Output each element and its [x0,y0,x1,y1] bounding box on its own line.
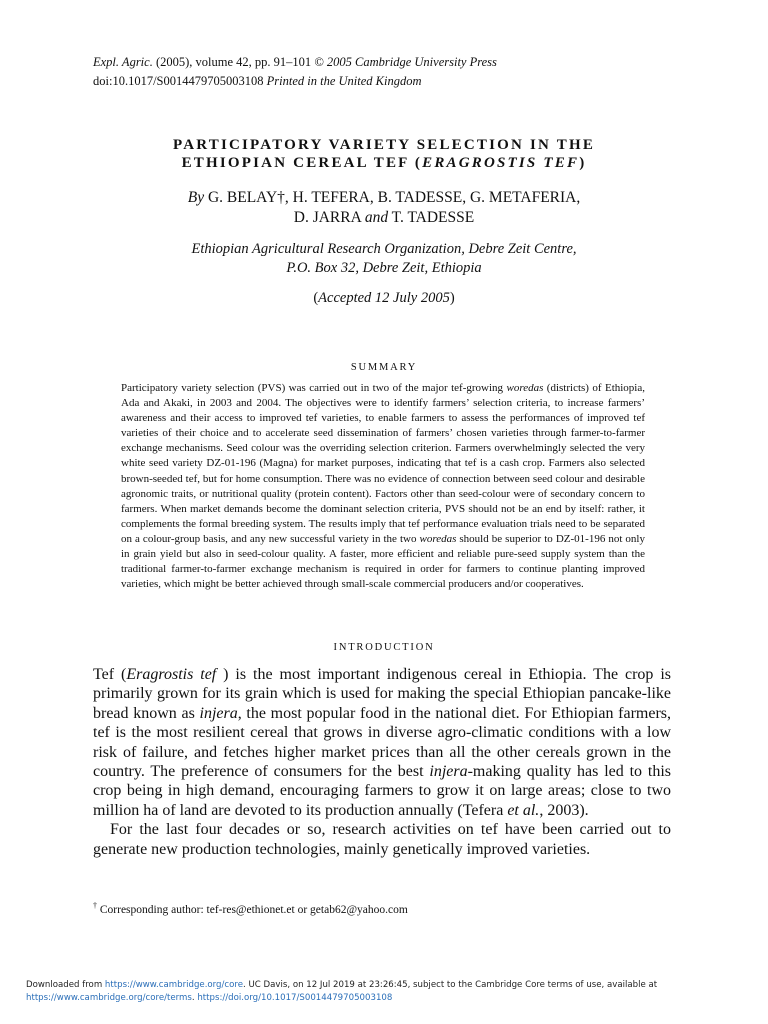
intro-paragraph-1 [93,665,671,820]
author-line-1 [0,188,768,208]
authors-2b: T. TADESSE [388,209,475,226]
by-label: By [187,189,205,206]
printed-in: Printed in the United Kingdom [266,74,422,88]
cambridge-core-link[interactable]: https://www.cambridge.org/core [104,980,244,990]
introduction-body [93,665,671,859]
title-line-2-post: ) [579,155,587,171]
download-sep: . [191,993,198,1003]
title-line-1: PARTICIPATORY VARIETY SELECTION IN THE [172,137,596,153]
intro-p1-c: , the most popular food in the national diet. For Ethiopian farmers, tef is the most resilient cereal that grows in diverse agro-climatic conditions with a low risk of failure, and fetches higher market prices than all the other cereals grown in the country. The preference of consumers for the best [93,704,672,781]
title-line-2 [0,154,768,172]
summary-part-1: Participatory variety selection (PVS) was carried out in two of the major tef-growing [121,382,507,394]
summary-part-3: should be superior to DZ-01-196 not only in grain yield but also in seed-colour quality. A faster, more efficient and reliable pure-seed supply system than the traditional farmer-to-farmer exchange mechanism is required in order for farmers to continue planting improved varieties, which might be better achieved through small-scale commercial producers and/or cooperatives. [121,532,645,591]
doi-link[interactable]: https://doi.org/10.1017/S0014479705003108 [197,993,393,1003]
summary-part-2: (districts) of Ethiopia, Ada and Akaki, in 2003 and 2004. The objectives were to identify farmers’ selection criteria, to increase farmers’ awareness and their access to improved tef varieties, to enable farmers to assess the performances of improved tef varieties of their choice and to accelerate seed dissemination of farmers’ chosen varieties through farmer-to-farmer exchange mechanisms. Seed colour was the overriding selection criterion. Farmers overwhelmingly selected the very white seed variety DZ-01-196 (Magna) for market purposes, indicating that tef is a cash crop. Farmers also selected brown-seeded tef, but for home consumption. There was no evidence of connection between seed colour and desirable agronomic traits, or nutritional quality (protein content). Factors other than seed-colour were of secondary concern to farmers. When market demands become the dominant selection criteria, PVS should not be an end by itself: rather, it complements the formal breeding system. The results imply that tef performance evaluation trials need to be separated on a colour-group basis, and any new successful variety in the two [121,382,645,545]
accepted-date [0,289,768,308]
affiliation-line-2: P.O. Box 32, Debre Zeit, Ethiopia [286,260,482,276]
authors-1: G. BELAY†, H. TEFERA, B. TADESSE, G. METAFERIA, [204,189,581,206]
article-title [0,136,768,172]
doi-line [93,72,497,91]
terms-link[interactable]: https://www.cambridge.org/core/terms [26,993,192,1003]
copyright-notice: © 2005 Cambridge University Press [314,55,497,69]
accepted-open: ( [313,290,319,306]
journal-header [93,53,497,91]
journal-citation: (2005), volume 42, pp. 91–101 [152,55,315,69]
download-pre: Downloaded from [26,980,105,990]
citation-line [93,53,497,72]
and-label: and [364,209,389,226]
footnote-text: Corresponding author: tef-res@ethionet.et or getab62@yahoo.com [97,903,408,916]
accepted-close: ) [449,290,455,306]
summary-woredas-2: woredas [419,532,457,545]
summary-abstract [121,381,645,592]
download-mid: . UC Davis, on 12 Jul 2019 at 23:26:45, subject to the Cambridge Core terms of use, available at [243,980,658,990]
title-species: ERAGROSTIS TEF [422,155,580,171]
introduction-heading: INTRODUCTION [333,642,435,653]
download-notice [26,979,726,1005]
intro-p1-e: , 2003). [539,801,589,819]
journal-name: Expl. Agric. [93,55,153,69]
intro-p1-d: -making quality has led to this crop being in high demand, encouraging farmers to grow it on large areas; close to two million ha of land are devoted to its production annually (Tefera [93,763,671,819]
authors-2a: D. JARRA [293,209,365,226]
summary-woredas-1: woredas [506,382,544,394]
intro-injera-2: injera [429,763,468,781]
author-list [0,188,768,228]
title-line-2-pre: ETHIOPIAN CEREAL TEF ( [181,155,423,171]
affiliation [0,240,768,278]
intro-p1-a: Tef ( [93,666,127,683]
doi: doi:10.1017/S0014479705003108 [93,74,264,88]
summary-heading: SUMMARY [350,362,418,373]
author-line-2 [0,208,768,228]
accepted-text: Accepted 12 July 2005 [318,290,450,306]
footnote [93,901,408,916]
intro-p1-b: ) is the most important indigenous cereal in Ethiopia. The crop is primarily grown for its grain which is used for making the special Ethiopian pancake-like bread known as [93,666,671,722]
intro-etal: et al. [507,801,540,819]
footnote-mark: † [93,901,97,910]
intro-species: Eragrostis tef [126,666,217,683]
intro-paragraph-2: For the last four decades or so, research activities on tef have been carried out to generate new production technologies, mainly genetically improved varieties. [93,821,671,858]
affiliation-line-1: Ethiopian Agricultural Research Organization, Debre Zeit Centre, [191,241,577,257]
intro-injera-1: injera [199,704,238,722]
